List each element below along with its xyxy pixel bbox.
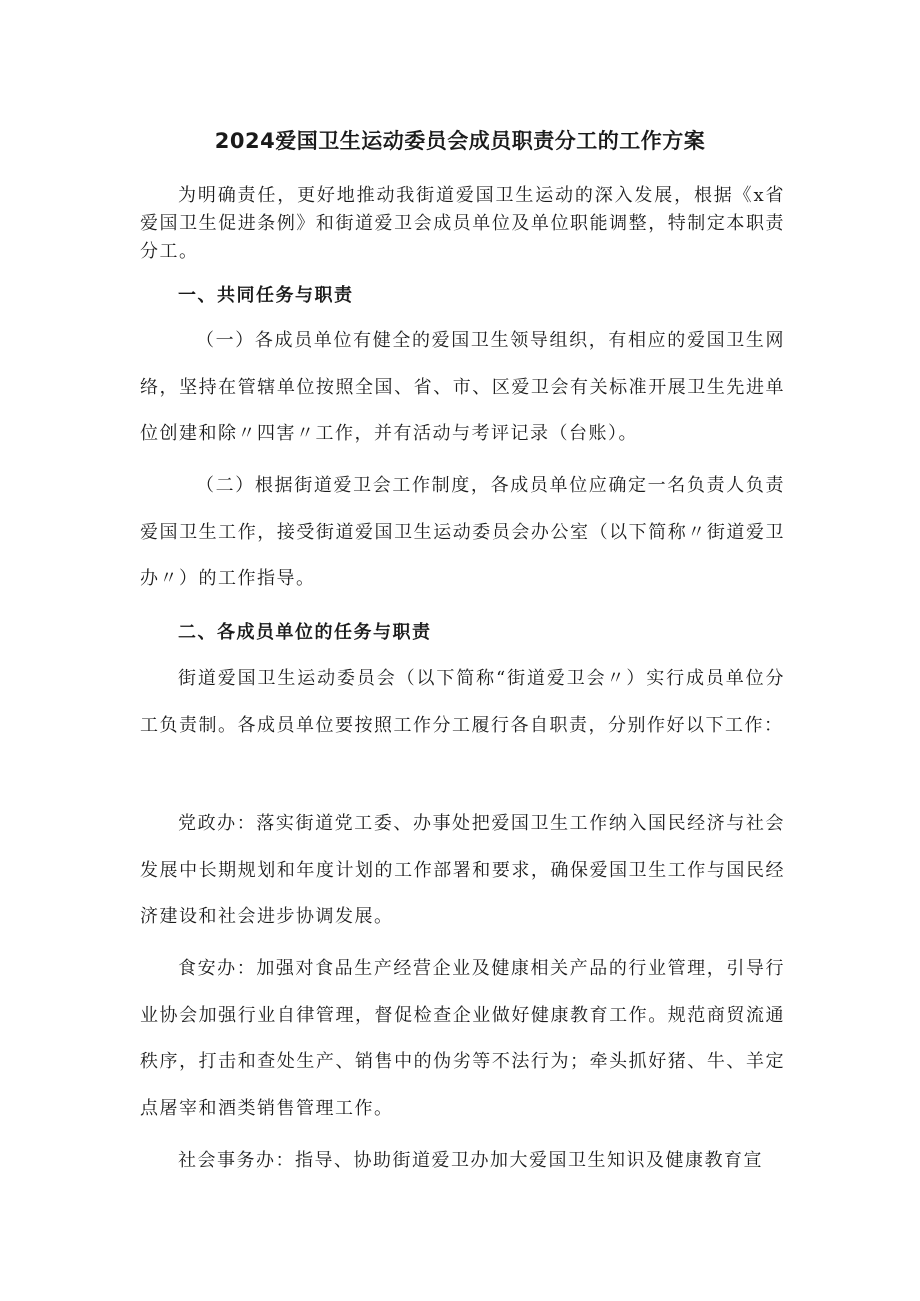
intro-paragraph: 为明确责任，更好地推动我街道爱国卫生运动的深入发展，根据《x省爱国卫生促进条例》和街道爱卫会成员单位及单位职能调整，特制定本职责分工。: [140, 185, 785, 262]
section-2-intro: 街道爱国卫生运动委员会（以下简称“街道爱卫会〃）实行成员单位分工负责制。各成员单位要按照工作分工履行各自职责，分别作好以下工作：: [140, 668, 785, 736]
section-2-heading: 二、各成员单位的任务与职责: [178, 622, 432, 643]
document-title: 2024爱国卫生运动委员会成员职责分工的工作方案: [214, 129, 706, 153]
section-1-item-1: （一）各成员单位有健全的爱国卫生领导组织，有相应的爱国卫生网络，坚持在管辖单位按照全国、省、市、区爱卫会有关标准开展卫生先进单位创建和除〃四害〃工作，并有活动与考评记录（台账）。: [140, 330, 785, 444]
food-safety-office-duties: 食安办：加强对食品生产经营企业及健康相关产品的行业管理，引导行业协会加强行业自律管理，督促检查企业做好健康教育工作。规范商贸流通秩序，打击和查处生产、销售中的伪劣等不法行为；牵头抓好猪、牛、羊定点屠宰和酒类销售管理工作。: [140, 958, 785, 1119]
section-1-heading: 一、共同任务与职责: [178, 285, 354, 306]
party-office-duties: 党政办：落实街道党工委、办事处把爱国卫生工作纳入国民经济与社会发展中长期规划和年度计划的工作部署和要求，确保爱国卫生工作与国民经济建设和社会进步协调发展。: [140, 813, 785, 927]
section-1-item-2: （二）根据街道爱卫会工作制度，各成员单位应确定一名负责人负责爱国卫生工作，接受街道爱国卫生运动委员会办公室（以下简称〃街道爱卫办〃）的工作指导。: [140, 475, 785, 589]
social-affairs-office-duties: 社会事务办：指导、协助街道爱卫办加大爱国卫生知识及健康教育宣: [178, 1150, 763, 1171]
